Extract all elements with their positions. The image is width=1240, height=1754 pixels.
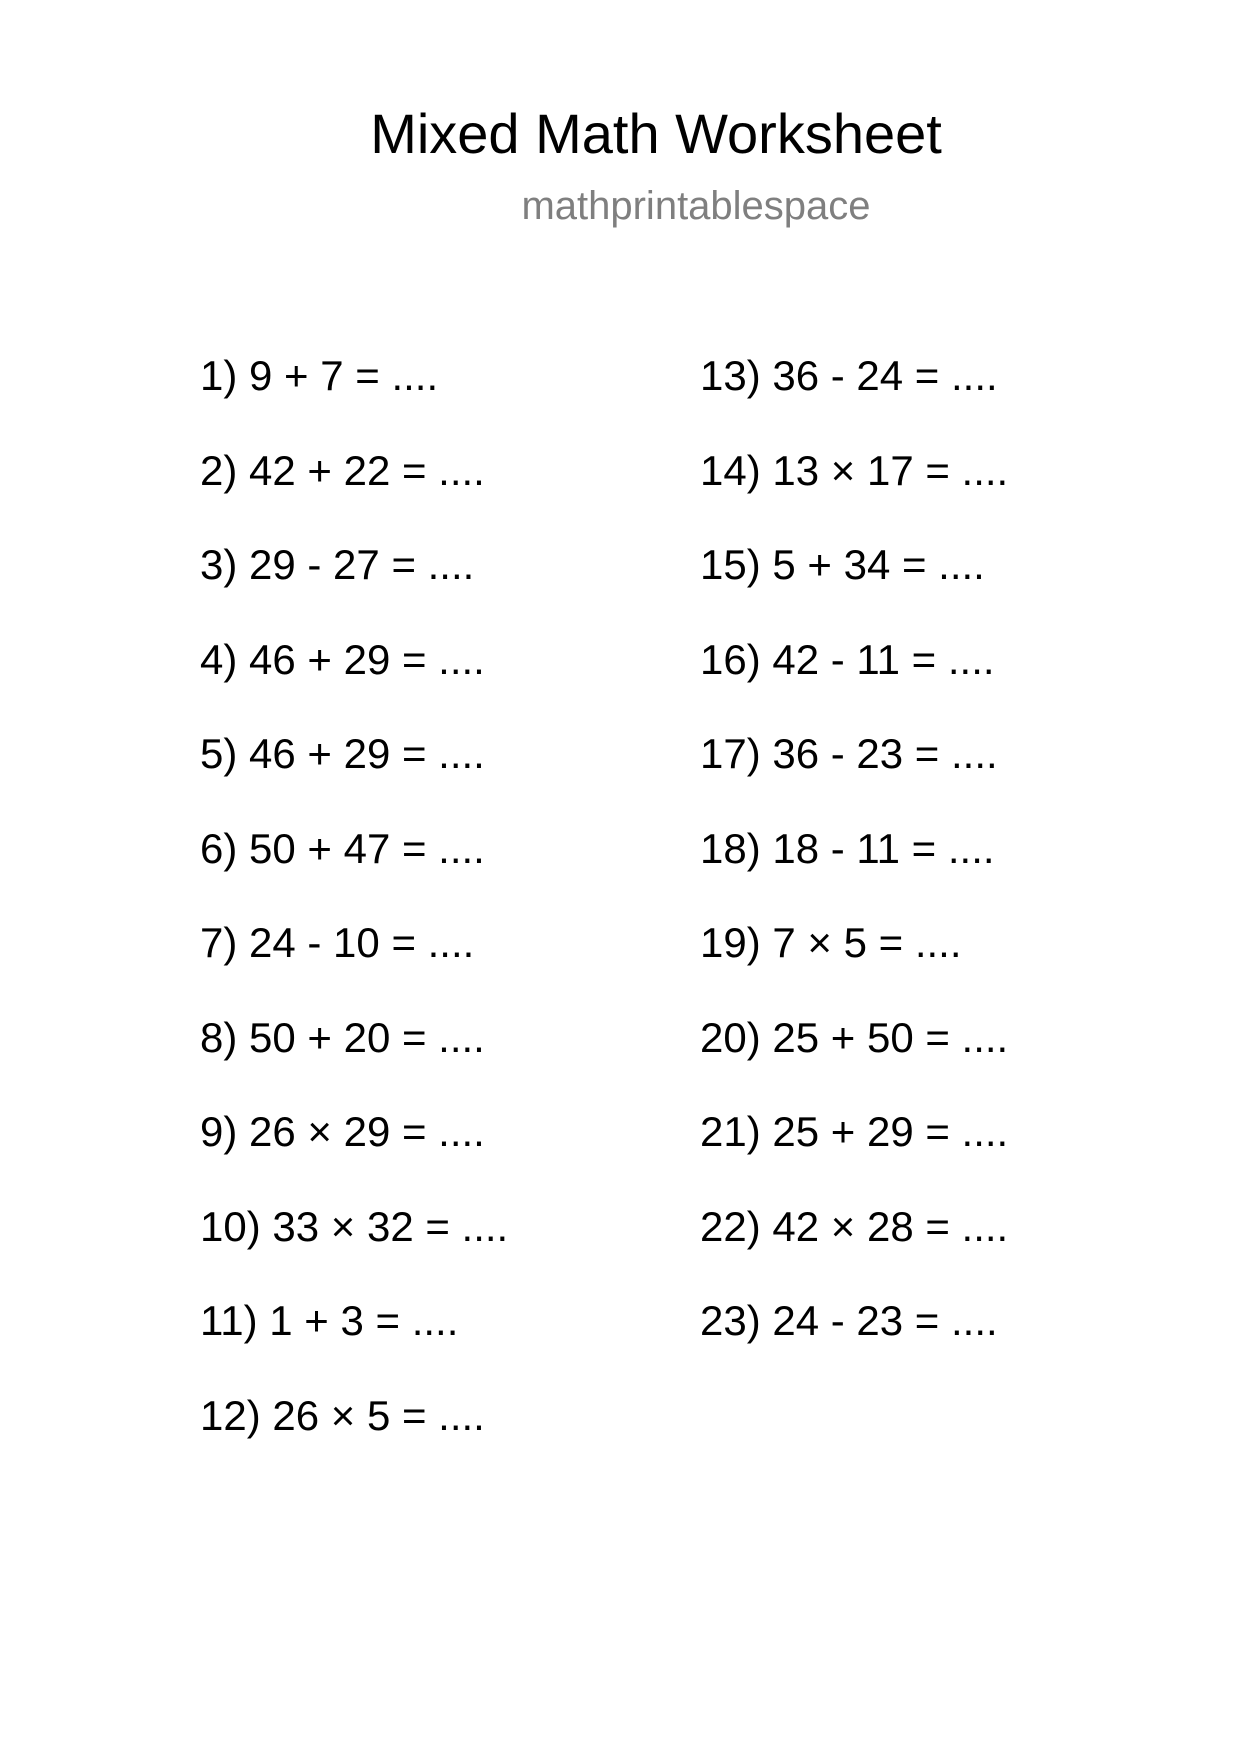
problem-10: 10) 33 × 32 = ....	[200, 1202, 509, 1250]
problem-14: 14) 13 × 17 = ....	[700, 446, 1009, 494]
problem-21: 21) 25 + 29 = ....	[700, 1108, 1009, 1155]
problem-12: 12) 26 × 5 = ....	[200, 1391, 485, 1439]
problem-5: 5) 46 + 29 = ....	[200, 730, 485, 777]
worksheet-subtitle: mathprintablespace	[521, 184, 871, 228]
problem-23: 23) 24 - 23 = ....	[700, 1297, 998, 1344]
problem-7: 7) 24 - 10 = ....	[200, 919, 475, 966]
worksheet-title: Mixed Math Worksheet	[370, 102, 942, 165]
problem-15: 15) 5 + 34 = ....	[700, 541, 985, 588]
problem-18: 18) 18 - 11 = ....	[700, 824, 995, 872]
problem-list-right	[700, 346, 1008, 1386]
problem-3: 3) 29 - 27 = ....	[200, 541, 475, 588]
problem-17: 17) 36 - 23 = ....	[700, 730, 998, 777]
problem-20: 20) 25 + 50 = ....	[700, 1013, 1009, 1061]
problem-4: 4) 46 + 29 = ....	[200, 635, 485, 683]
problem-16: 16) 42 - 11 = ....	[700, 635, 995, 683]
problem-8: 8) 50 + 20 = ....	[200, 1013, 485, 1061]
problem-6: 6) 50 + 47 = ....	[200, 824, 485, 872]
problem-19: 19) 7 × 5 = ....	[700, 919, 962, 966]
problem-1: 1) 9 + 7 = ....	[200, 352, 439, 399]
problem-2: 2) 42 + 22 = ....	[200, 446, 485, 494]
problem-11: 11) 1 + 3 = ....	[200, 1297, 459, 1344]
problem-9: 9) 26 × 29 = ....	[200, 1108, 485, 1155]
problem-list-left	[200, 346, 508, 1480]
problem-22: 22) 42 × 28 = ....	[700, 1202, 1009, 1250]
problem-13: 13) 36 - 24 = ....	[700, 352, 998, 399]
